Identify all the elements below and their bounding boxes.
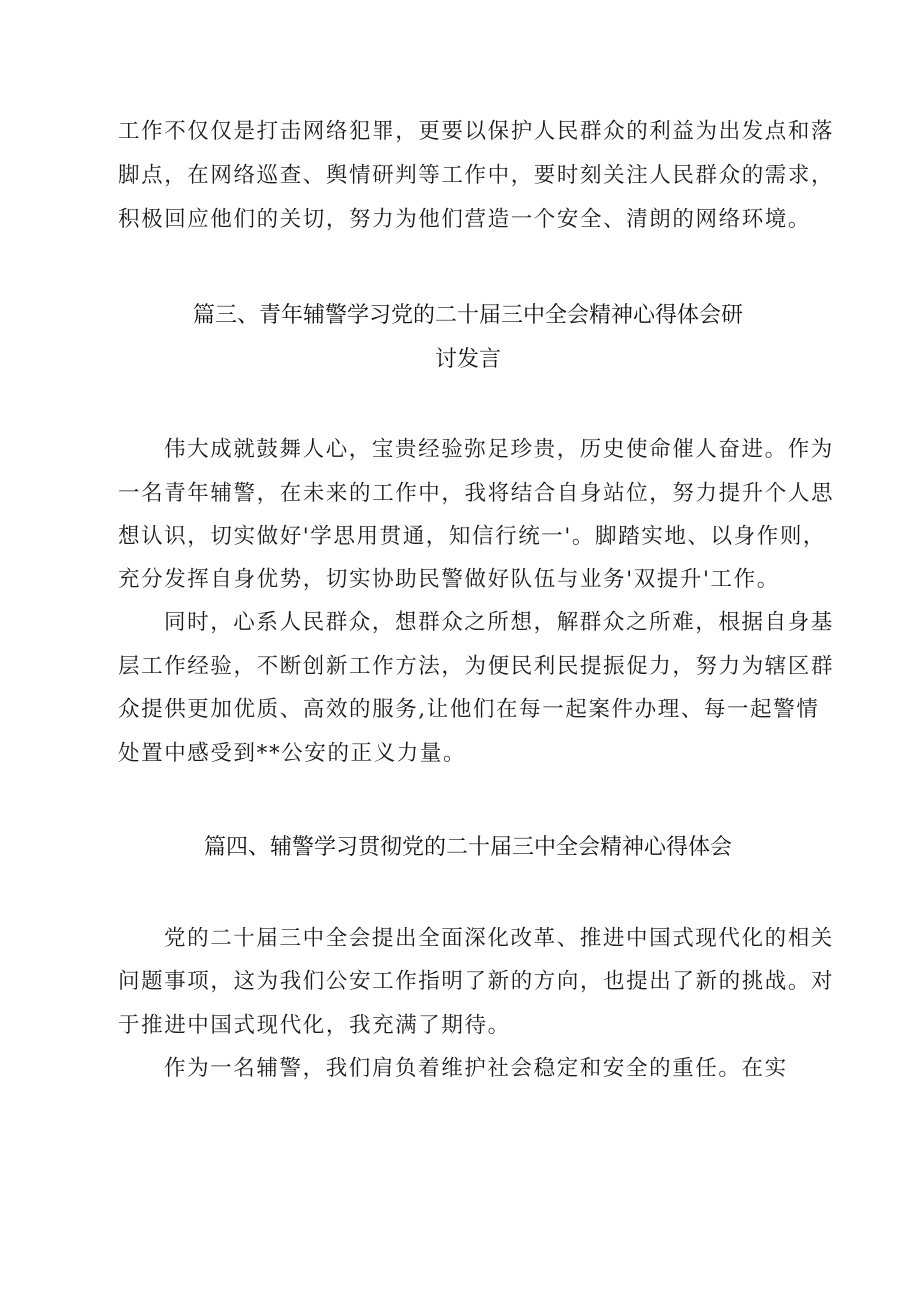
section-heading: 篇四、辅警学习贯彻党的二十届三中全会精神心得体会 [203,835,732,860]
body-line: 伟大成就鼓舞人心，宝贵经验弥足珍贵，历史使命催人奋进。作为 [164,437,834,462]
body-line: 于推进中国式现代化，我充满了期待。 [118,1013,511,1038]
section-heading: 讨发言 [434,347,501,372]
body-line: 积极回应他们的关切，努力为他们营造一个安全、清朗的网络环境。 [118,207,812,232]
body-line: 同时，心系人民群众，想群众之所想，解群众之所难，根据自身基 [164,610,834,635]
body-line: 党的二十届三中全会提出全面深化改革、推进中国式现代化的相关 [164,926,834,951]
section-heading: 篇三、青年辅警学习党的二十届三中全会精神心得体会研 [192,303,743,328]
body-line: 问题事项，这为我们公安工作指明了新的方向，也提出了新的挑战。对 [118,969,835,994]
body-line: 充分发挥自身优势，切实协助民警做好队伍与业务'双提升'工作。 [118,567,780,592]
body-line: 想认识，切实做好'学思用贯通，知信行统一'。脚踏实地、以身作则， [118,524,827,549]
body-line: 层工作经验，不断创新工作方法，为便民利民提振促力，努力为辖区群 [118,654,835,679]
body-line: 一名青年辅警，在未来的工作中，我将结合自身站位，努力提升个人思 [118,481,835,506]
body-line: 脚点，在网络巡查、舆情研判等工作中，要时刻关注人民群众的需求， [118,163,835,188]
body-line: 众提供更加优质、高效的服务,让他们在每一起案件办理、每一起警情 [118,697,820,722]
body-line: 处置中感受到**公安的正义力量。 [118,741,467,766]
body-line: 作为一名辅警，我们肩负着维护社会稳定和安全的重任。在实 [164,1056,788,1081]
body-line: 工作不仅仅是打击网络犯罪，更要以保护人民群众的利益为出发点和落 [118,119,835,144]
